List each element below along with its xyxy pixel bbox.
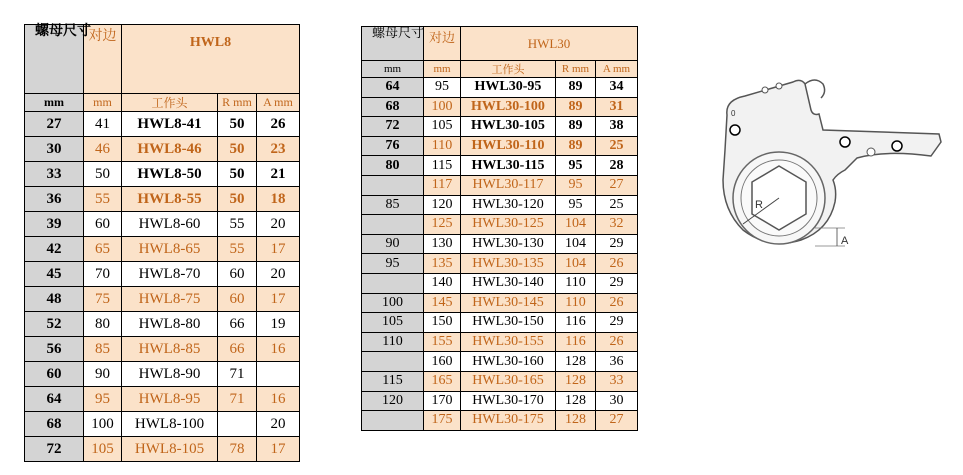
- r-value-cell: 95: [556, 175, 596, 195]
- table-row: [362, 234, 638, 254]
- r-value-cell: 89: [556, 117, 596, 137]
- unit-a: A mm: [596, 61, 638, 78]
- r-value-cell: 104: [556, 215, 596, 235]
- head-model-cell: HWL30-125: [461, 215, 556, 235]
- r-value-cell: 116: [556, 313, 596, 333]
- a-value-cell: 31: [596, 97, 638, 117]
- table-row: [25, 362, 300, 387]
- table-row: [362, 371, 638, 391]
- r-value-cell: 104: [556, 234, 596, 254]
- head-model-cell: HWL8-95: [122, 387, 218, 412]
- unit-nut: mm: [25, 94, 84, 112]
- nut-size-cell: 105: [362, 313, 424, 333]
- nut-size-cell: 27: [25, 112, 84, 137]
- head-model-cell: HWL8-100: [122, 412, 218, 437]
- a-value-cell: 20: [257, 412, 300, 437]
- nut-size-cell: 100: [362, 293, 424, 313]
- head-model-cell: HWL30-120: [461, 195, 556, 215]
- across-flats-cell: 125: [424, 215, 461, 235]
- table-row: [25, 387, 300, 412]
- table-row: [25, 287, 300, 312]
- head-model-cell: HWL8-46: [122, 137, 218, 162]
- across-flats-cell: 105: [84, 437, 122, 462]
- a-value-cell: 19: [257, 312, 300, 337]
- r-value-cell: 66: [218, 312, 257, 337]
- head-model-cell: HWL30-105: [461, 117, 556, 137]
- nut-size-cell: 72: [25, 437, 84, 462]
- head-model-cell: HWL8-55: [122, 187, 218, 212]
- unit-head: 工作头: [461, 61, 556, 78]
- a-value-cell: 29: [596, 273, 638, 293]
- head-model-cell: HWL8-85: [122, 337, 218, 362]
- unit-r: R mm: [218, 94, 257, 112]
- a-value-cell: 18: [257, 187, 300, 212]
- r-value-cell: 78: [218, 437, 257, 462]
- unit-r: R mm: [556, 61, 596, 78]
- nut-size-cell: 115: [362, 371, 424, 391]
- nut-size-cell: [362, 411, 424, 431]
- r-value-cell: 128: [556, 391, 596, 411]
- a-value-cell: 26: [596, 293, 638, 313]
- across-flats-cell: 145: [424, 293, 461, 313]
- across-flats-cell: 115: [424, 156, 461, 176]
- nut-size-cell: 90: [362, 234, 424, 254]
- nut-size-cell: 48: [25, 287, 84, 312]
- r-value-cell: 116: [556, 332, 596, 352]
- head-model-cell: HWL8-41: [122, 112, 218, 137]
- table-row: [362, 117, 638, 137]
- a-value-cell: 26: [257, 112, 300, 137]
- nut-size-cell: 95: [362, 254, 424, 274]
- head-model-cell: HWL30-135: [461, 254, 556, 274]
- across-flats-cell: 85: [84, 337, 122, 362]
- nut-size-cell: 39: [25, 212, 84, 237]
- nut-size-cell: 30: [25, 137, 84, 162]
- nut-size-cell: 76: [362, 136, 424, 156]
- across-flats-cell: 170: [424, 391, 461, 411]
- r-value-cell: [218, 412, 257, 437]
- r-value-cell: 66: [218, 337, 257, 362]
- a-value-cell: 16: [257, 337, 300, 362]
- r-value-cell: 50: [218, 112, 257, 137]
- across-flats-cell: 130: [424, 234, 461, 254]
- table-row: [362, 332, 638, 352]
- head-model-cell: HWL30-155: [461, 332, 556, 352]
- a-value-cell: 16: [257, 387, 300, 412]
- across-flats-cell: 160: [424, 352, 461, 372]
- r-value-cell: 71: [218, 387, 257, 412]
- nut-size-cell: 36: [25, 187, 84, 212]
- nut-size-cell: 68: [362, 97, 424, 117]
- a-value-cell: 28: [596, 156, 638, 176]
- r-value-cell: 89: [556, 97, 596, 117]
- across-flats-cell: 90: [84, 362, 122, 387]
- r-value-cell: 89: [556, 78, 596, 98]
- r-value-cell: 50: [218, 187, 257, 212]
- across-flats-cell: 70: [84, 262, 122, 287]
- nut-size-cell: [362, 352, 424, 372]
- model-header: HWL8: [122, 25, 300, 94]
- nut-size-cell: 60: [25, 362, 84, 387]
- across-flats-cell: 46: [84, 137, 122, 162]
- table-row: [362, 97, 638, 117]
- head-model-cell: HWL30-160: [461, 352, 556, 372]
- a-value-cell: 27: [596, 411, 638, 431]
- head-model-cell: HWL30-145: [461, 293, 556, 313]
- a-value-cell: 17: [257, 237, 300, 262]
- nut-size-cell: 110: [362, 332, 424, 352]
- a-value-cell: 29: [596, 234, 638, 254]
- table-row: [362, 215, 638, 235]
- head-model-cell: HWL30-130: [461, 234, 556, 254]
- nut-size-cell: 42: [25, 237, 84, 262]
- nut-size-cell: [362, 273, 424, 293]
- head-model-cell: HWL8-75: [122, 287, 218, 312]
- unit-across-flats: mm: [84, 94, 122, 112]
- a-value-cell: 30: [596, 391, 638, 411]
- r-value-cell: 89: [556, 136, 596, 156]
- r-value-cell: 95: [556, 195, 596, 215]
- across-flats-cell: 110: [424, 136, 461, 156]
- a-value-cell: 32: [596, 215, 638, 235]
- across-flats-header: 对边: [424, 27, 461, 61]
- table-row: [362, 391, 638, 411]
- head-model-cell: HWL30-115: [461, 156, 556, 176]
- table-row: [25, 337, 300, 362]
- head-model-cell: HWL30-165: [461, 371, 556, 391]
- head-model-cell: HWL30-150: [461, 313, 556, 333]
- r-value-cell: 60: [218, 262, 257, 287]
- head-model-cell: HWL8-60: [122, 212, 218, 237]
- a-value-cell: 27: [596, 175, 638, 195]
- nut-size-cell: 120: [362, 391, 424, 411]
- table-row: [25, 137, 300, 162]
- table-row: [362, 411, 638, 431]
- nut-size-cell: [362, 215, 424, 235]
- table-row: [25, 212, 300, 237]
- across-flats-cell: 65: [84, 237, 122, 262]
- nut-size-cell: 33: [25, 162, 84, 187]
- hwl8-spec-table: [24, 24, 300, 462]
- table-row: [362, 136, 638, 156]
- head-model-cell: HWL30-170: [461, 391, 556, 411]
- across-flats-cell: 75: [84, 287, 122, 312]
- a-value-cell: 25: [596, 136, 638, 156]
- across-flats-cell: 117: [424, 175, 461, 195]
- r-value-cell: 50: [218, 162, 257, 187]
- head-model-cell: HWL30-110: [461, 136, 556, 156]
- nut-size-cell: 56: [25, 337, 84, 362]
- top-small-hole: [762, 87, 768, 93]
- table-row: [362, 78, 638, 98]
- a-value-cell: [257, 362, 300, 387]
- head-model-cell: HWL8-65: [122, 237, 218, 262]
- table-row: [25, 237, 300, 262]
- a-value-cell: 20: [257, 212, 300, 237]
- head-model-cell: HWL8-50: [122, 162, 218, 187]
- r-value-cell: 55: [218, 237, 257, 262]
- r-value-cell: 104: [556, 254, 596, 274]
- table-row: [25, 112, 300, 137]
- unit-a: A mm: [257, 94, 300, 112]
- a-value-cell: 29: [596, 313, 638, 333]
- nut-size-header: 螺母尺寸: [362, 27, 424, 61]
- pin-hole-small: [867, 148, 875, 156]
- across-flats-cell: 41: [84, 112, 122, 137]
- head-model-cell: HWL8-90: [122, 362, 218, 387]
- radius-label: R: [755, 199, 763, 211]
- a-value-cell: 34: [596, 78, 638, 98]
- table-row: [362, 293, 638, 313]
- table-row: [362, 195, 638, 215]
- nut-size-header: 螺母尺寸: [25, 25, 84, 94]
- head-model-cell: HWL30-95: [461, 78, 556, 98]
- r-value-cell: 128: [556, 371, 596, 391]
- table-row: [25, 312, 300, 337]
- across-flats-cell: 80: [84, 312, 122, 337]
- table-row: [25, 262, 300, 287]
- across-flats-cell: 50: [84, 162, 122, 187]
- r-value-cell: 128: [556, 411, 596, 431]
- unit-nut: mm: [362, 61, 424, 78]
- a-value-cell: 17: [257, 287, 300, 312]
- nut-size-cell: 64: [362, 78, 424, 98]
- head-model-cell: HWL8-70: [122, 262, 218, 287]
- top-small-hole-2: [776, 83, 782, 89]
- across-flats-cell: 105: [424, 117, 461, 137]
- nut-size-cell: 80: [362, 156, 424, 176]
- a-value-cell: 26: [596, 332, 638, 352]
- across-flats-header: 对边: [84, 25, 122, 94]
- r-value-cell: 50: [218, 137, 257, 162]
- across-flats-cell: 55: [84, 187, 122, 212]
- r-value-cell: 95: [556, 156, 596, 176]
- a-value-cell: 25: [596, 195, 638, 215]
- pin-hole-left: [730, 125, 740, 135]
- a-value-cell: 36: [596, 352, 638, 372]
- across-flats-cell: 175: [424, 411, 461, 431]
- model-header: HWL30: [461, 27, 638, 61]
- r-value-cell: 60: [218, 287, 257, 312]
- head-model-cell: HWL8-80: [122, 312, 218, 337]
- r-value-cell: 71: [218, 362, 257, 387]
- nut-size-cell: 72: [362, 117, 424, 137]
- r-value-cell: 110: [556, 293, 596, 313]
- table-row: [362, 254, 638, 274]
- head-model-cell: HWL30-100: [461, 97, 556, 117]
- head-model-cell: HWL30-117: [461, 175, 556, 195]
- table-row: [362, 156, 638, 176]
- table-row: [362, 313, 638, 333]
- head-model-cell: HWL30-175: [461, 411, 556, 431]
- across-flats-cell: 95: [424, 78, 461, 98]
- across-flats-cell: 155: [424, 332, 461, 352]
- pin-hole-right: [892, 141, 902, 151]
- r-value-cell: 55: [218, 212, 257, 237]
- table-row: [25, 412, 300, 437]
- small-label: 0: [731, 109, 736, 118]
- nut-size-cell: 64: [25, 387, 84, 412]
- nut-size-cell: 45: [25, 262, 84, 287]
- unit-head: 工作头: [122, 94, 218, 112]
- across-flats-cell: 135: [424, 254, 461, 274]
- table-row: [362, 175, 638, 195]
- a-value-cell: 20: [257, 262, 300, 287]
- a-value-cell: 17: [257, 437, 300, 462]
- across-flats-cell: 150: [424, 313, 461, 333]
- across-flats-cell: 120: [424, 195, 461, 215]
- r-value-cell: 128: [556, 352, 596, 372]
- nut-size-cell: [362, 175, 424, 195]
- across-flats-cell: 165: [424, 371, 461, 391]
- hwl30-spec-table: [361, 26, 638, 431]
- dimension-a-label: A: [841, 235, 849, 247]
- across-flats-cell: 95: [84, 387, 122, 412]
- table-row: [25, 437, 300, 462]
- head-model-cell: HWL8-105: [122, 437, 218, 462]
- r-value-cell: 110: [556, 273, 596, 293]
- a-value-cell: 26: [596, 254, 638, 274]
- table-row: [362, 352, 638, 372]
- pin-hole-mid: [840, 137, 850, 147]
- head-model-cell: HWL30-140: [461, 273, 556, 293]
- table-row: [25, 187, 300, 212]
- a-value-cell: 21: [257, 162, 300, 187]
- across-flats-cell: 60: [84, 212, 122, 237]
- nut-size-cell: 68: [25, 412, 84, 437]
- table-row: [362, 273, 638, 293]
- a-value-cell: 23: [257, 137, 300, 162]
- nut-size-cell: 52: [25, 312, 84, 337]
- table-row: [25, 162, 300, 187]
- across-flats-cell: 100: [84, 412, 122, 437]
- nut-size-cell: 85: [362, 195, 424, 215]
- wrench-head-diagram: [705, 70, 945, 270]
- a-value-cell: 33: [596, 371, 638, 391]
- across-flats-cell: 140: [424, 273, 461, 293]
- unit-across-flats: mm: [424, 61, 461, 78]
- a-value-cell: 38: [596, 117, 638, 137]
- across-flats-cell: 100: [424, 97, 461, 117]
